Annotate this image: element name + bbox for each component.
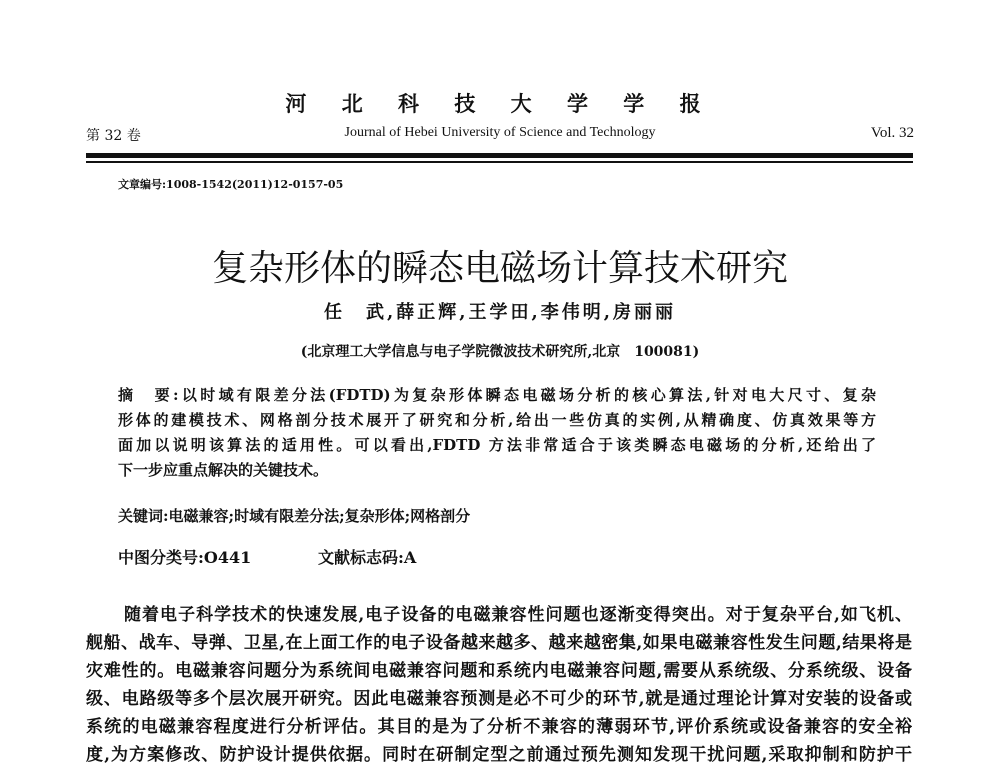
body-line: 系统的电磁兼容程度进行分析评估。其目的是为了分析不兼容的薄弱环节,评价系统或设备兼容的安全裕 <box>86 717 912 737</box>
body-line: 舰船、战车、导弹、卫星,在上面工作的电子设备越来越多、越来越密集,如果电磁兼容性发生问题,结果将是 <box>86 633 912 653</box>
journal-title-cn: 河 北 科 技 大 学 学 报 <box>285 91 715 116</box>
header-rule-thin <box>86 161 913 163</box>
journal-title-en: Journal of Hebei University of Science and Technology <box>344 125 656 140</box>
volume-en: Vol. 32 <box>870 125 914 141</box>
volume-cn: 第 32 卷 <box>86 128 141 144</box>
abstract-line: 下一步应重点解决的关键技术。 <box>118 461 329 479</box>
abstract-line: 形体的建模技术、网格剖分技术展开了研究和分析,给出一些仿真的实例,从精确度、仿真效果等方 <box>118 411 876 429</box>
paper-title: 复杂形体的瞬态电磁场计算技术研究 <box>211 248 788 289</box>
authors: 任 武,薛正辉,王学田,李伟明,房丽丽 <box>323 302 677 323</box>
affiliation: (北京理工大学信息与电子学院微波技术研究所,北京 100081) <box>300 344 700 360</box>
abstract-line: 面加以说明该算法的适用性。可以看出,FDTD 方法非常适合于该类瞬态电磁场的分析,还给出了 <box>118 436 876 454</box>
body-line: 级、电路级等多个层次展开研究。因此电磁兼容预测是必不可少的环节,就是通过理论计算对安装的设备或 <box>86 689 912 709</box>
document-code: 文献标志码:A <box>318 548 417 567</box>
abstract-line: 摘 要:以时域有限差分法(FDTD)为复杂形体瞬态电磁场分析的核心算法,针对电大尺寸、复杂 <box>118 386 876 404</box>
clc-number: 中图分类号:O441 <box>118 548 252 567</box>
body-line: 灾难性的。电磁兼容问题分为系统间电磁兼容问题和系统内电磁兼容问题,需要从系统级、分系统级、设备 <box>86 661 912 681</box>
article-number: 文章编号:1008-1542(2011)12-0157-05 <box>118 178 344 191</box>
body-line: 随着电子科学技术的快速发展,电子设备的电磁兼容性问题也逐渐变得突出。对于复杂平台,如飞机、 <box>124 605 912 625</box>
body-line: 度,为方案修改、防护设计提供依据。同时在研制定型之前通过预先测知发现干扰问题,采取抑制和防护干 <box>86 745 912 765</box>
keywords: 关键词:电磁兼容;时域有限差分法;复杂形体;网格剖分 <box>118 507 471 525</box>
header-rule-thick <box>86 153 913 158</box>
